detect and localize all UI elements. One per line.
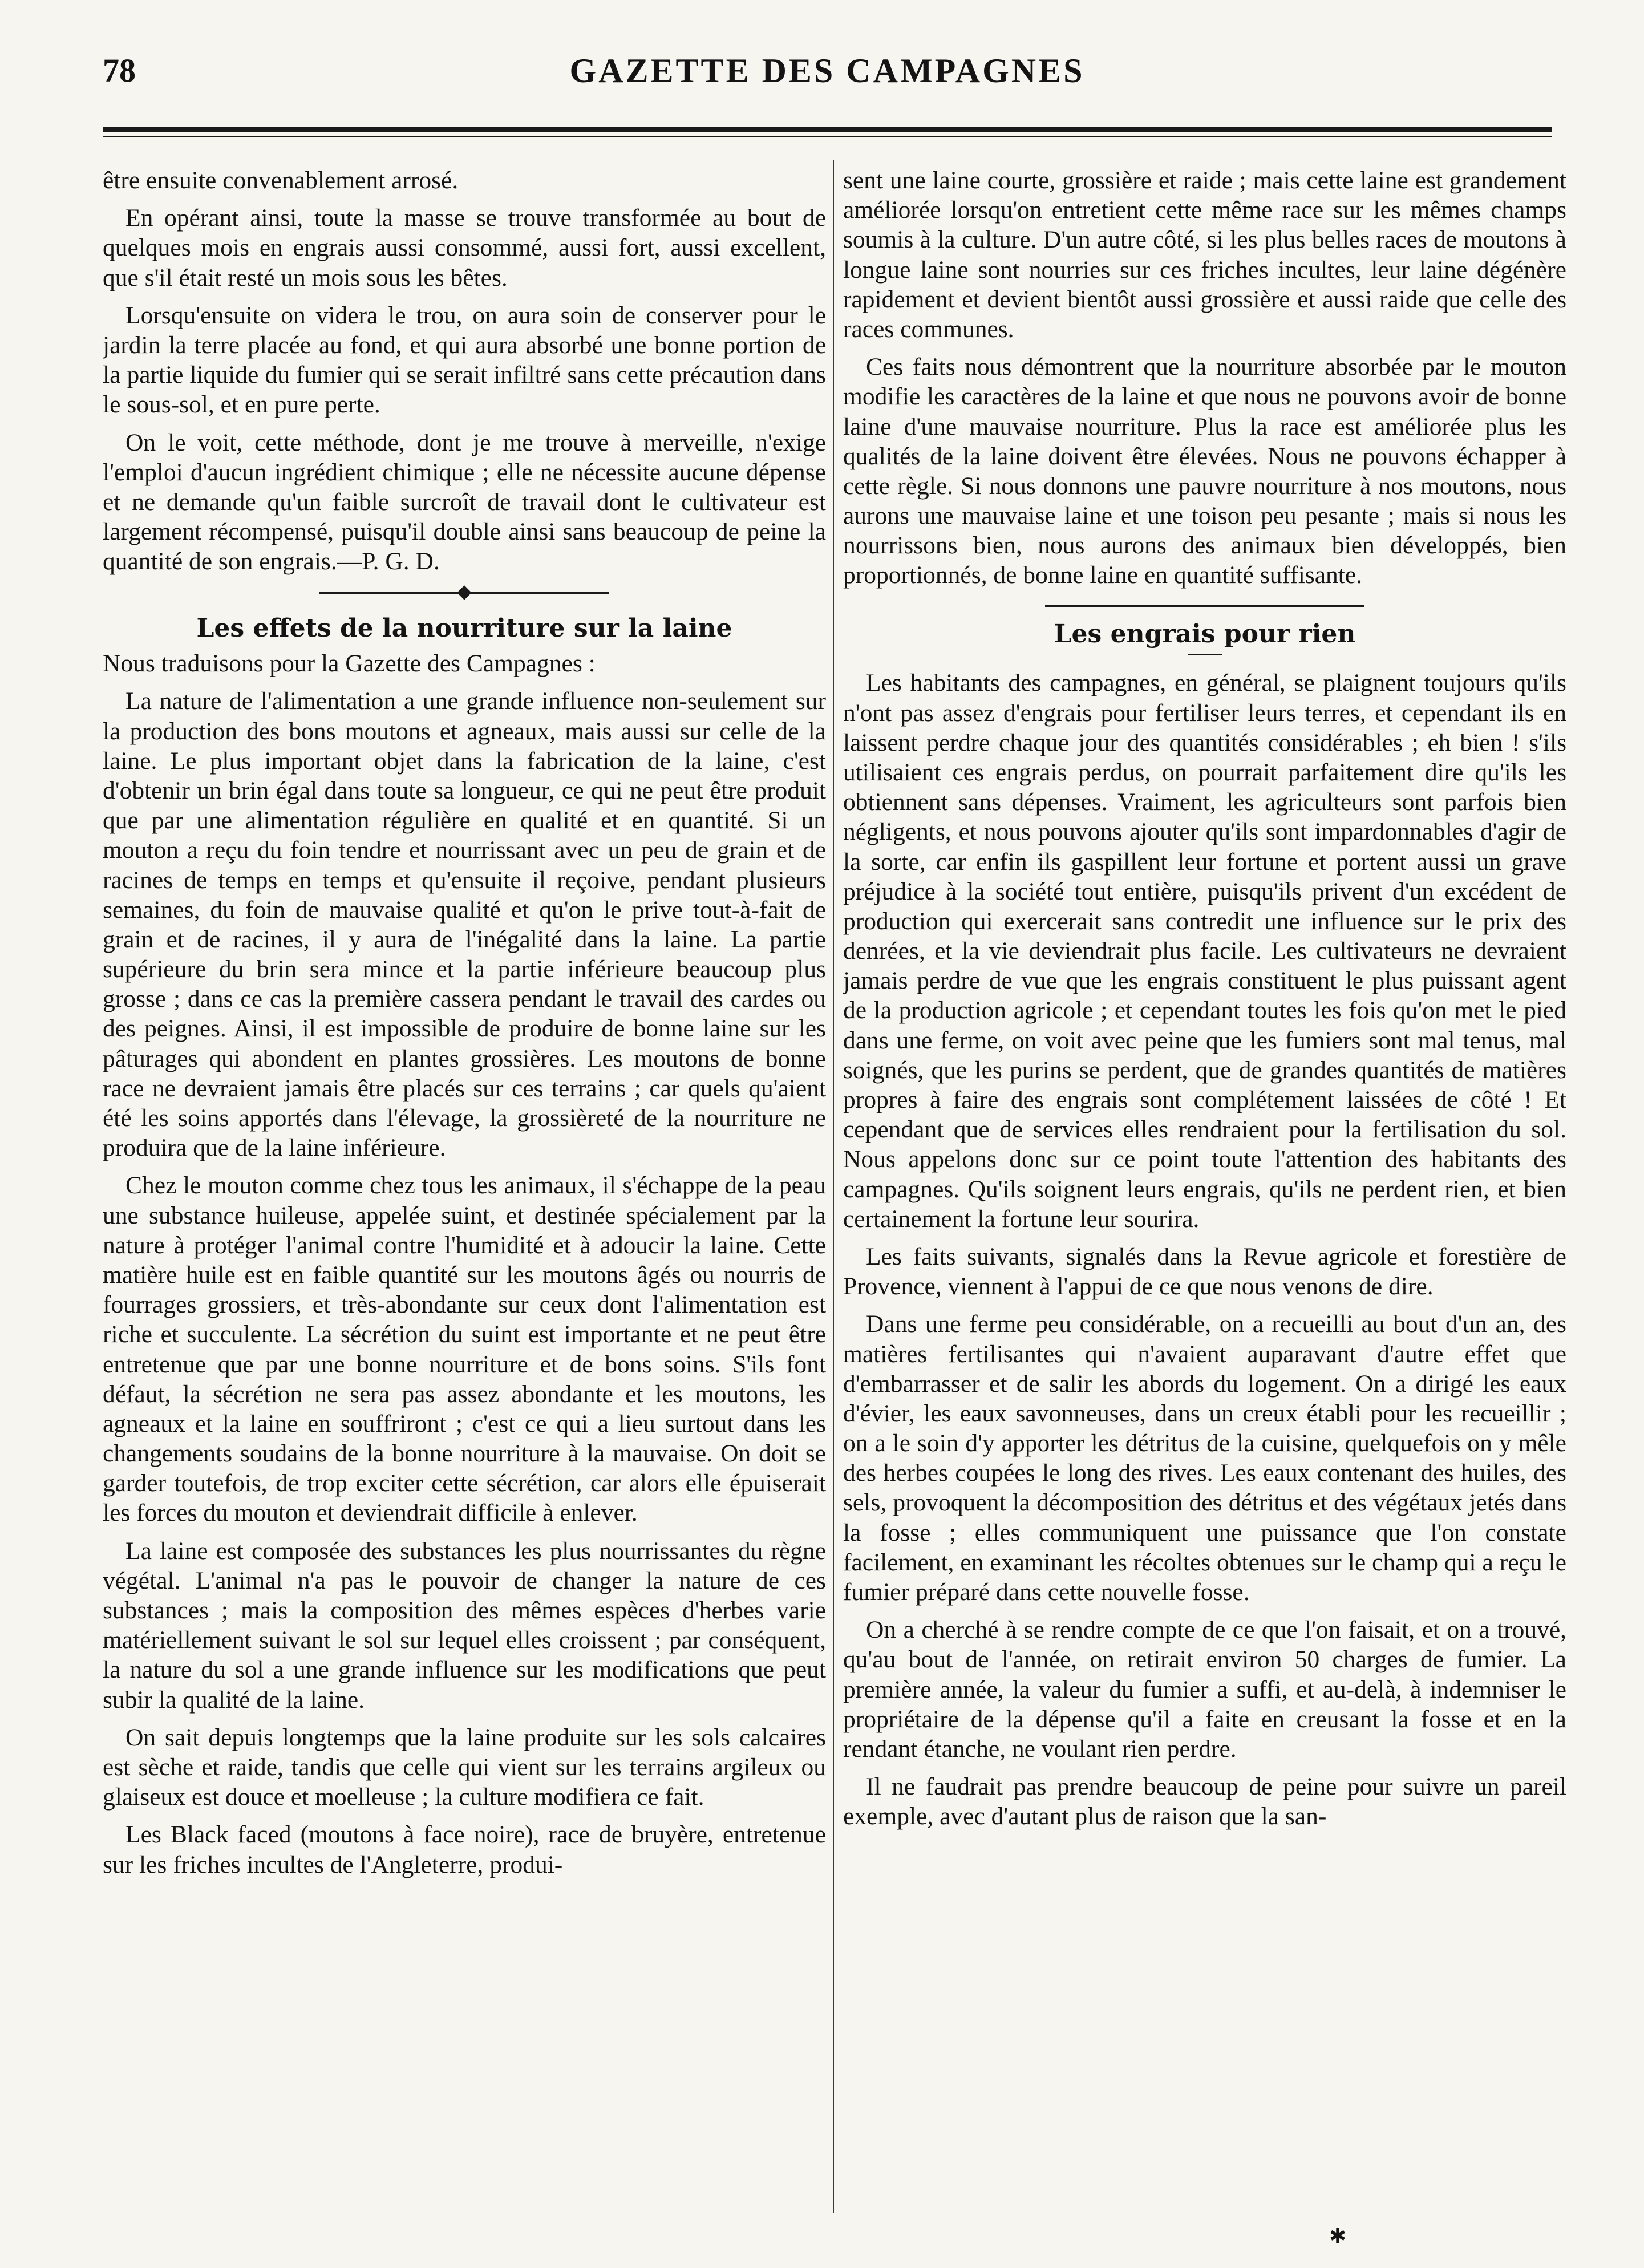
title-dash	[1188, 654, 1222, 655]
column-divider	[833, 160, 834, 2213]
left-column	[103, 165, 826, 2208]
paragraph: Lorsqu'ensuite on videra le trou, on aura soin de conserver pour le jardin la terre placée au fond, et qui aura absorbé une bonne portion de la partie liquide du fumier qui se serait infiltré sans cette précaution dans le sous-sol, et en pure perte.	[103, 301, 826, 419]
paragraph: Les Black faced (moutons à face noire), race de bruyère, entretenue sur les friches incultes de l'Angleterre, produi-	[103, 1821, 826, 1878]
paragraph: sent une laine courte, grossière et raide ; mais cette laine est grandement améliorée lorsqu'on entretient cette même race sur les mêmes champs soumis à la culture. D'un autre côté, si les plus belles races de moutons à longue laine sont nourries sur ces friches incultes, leur laine dégénère rapidement et devient bientôt aussi grossière et aussi raide que celle des races communes.	[843, 167, 1566, 343]
paragraph: La nature de l'alimentation a une grande influence non-seulement sur la production des bons moutons et agneaux, mais aussi sur celle de la laine. Le plus important objet dans la fabrication de la laine, c'est d'obtenir un brin égal dans toute sa longueur, ce qui ne peut être produit que par une alimentation régulière en qualité et en quantité. Si un mouton a reçu du foin tendre et nourrissant avec un peu de grain et de racines de temps en temps et qu'ensuite il reçoive, pendant plusieurs semaines, du foin de mauvaise qualité et qu'on le prive tout-à-fait de grain et de racines, il y aura de l'inégalité dans la laine. La partie supérieure du brin sera mince et la partie inférieure beaucoup plus grosse ; dans ce cas la première cassera pendant le travail des cardes ou des peignes. Ainsi, il est impossible de produire de bonne laine sur les pâturages qui abondent en plantes grossières. Les moutons de bonne race ne devraient jamais être placés sur ces terrains ; car quels qu'aient été les soins apportés dans l'élevage, la grossièreté de la nourriture ne produira que de la laine inférieure.	[103, 687, 826, 1162]
header-rule-thick	[103, 127, 1552, 132]
paragraph: Dans une ferme peu considérable, on a recueilli au bout d'un an, des matières fertilisantes qui n'avaient auparavant d'autre effet que d'embarrasser et de salir les abords du logement. On a dirigé les eaux d'évier, les eaux savonneuses, dans un creux établi pour les recueillir ; on a le soin d'y apporter les détritus de la cuisine, quelquefois on y mêle des herbes coupées le long des rives. Les eaux contenant des huiles, des sels, provoquent la décomposition des détritus et des végétaux jetés dans la fosse ; elles communiquent une puissance que l'on constate facilement, en examinant les récoltes obtenues sur le champ qui a reçu le fumier préparé dans cette nouvelle fosse.	[843, 1310, 1566, 1606]
paragraph: Ces faits nous démontrent que la nourriture absorbée par le mouton modifie les caractères de la laine et que nous ne pouvons avoir de bonne laine d'une mauvaise nourriture. Plus la race est améliorée plus les qualités de la laine doivent être élevées. Nous ne pouvons échapper à cette règle. Si nous donnons une pauvre nourriture à nos moutons, nous aurons une mauvaise laine et une toison peu pesante ; mais si nous les nourrissons bien, nous aurons des animaux bien développés, bien proportionnés, de bonne laine en quantité suffisante.	[843, 353, 1566, 589]
page-number: 78	[103, 52, 136, 89]
header-rule-thin	[103, 136, 1552, 137]
article-title: Les effets de la nourriture sur la laine	[196, 614, 732, 643]
paragraph: Il ne faudrait pas prendre beaucoup de peine pour suivre un pareil exemple, avec d'autant plus de raison que la san-	[843, 1773, 1566, 1830]
printer-mark-icon: ✱	[1329, 2225, 1347, 2248]
right-column	[843, 165, 1566, 2208]
journal-title: GAZETTE DES CAMPAGNES	[569, 52, 1085, 90]
article-intro: Nous traduisons pour la Gazette des Campagnes :	[103, 650, 596, 678]
paragraph: La laine est composée des substances les plus nourrissantes du règne végétal. L'animal n'a pas le pouvoir de changer la nature de ces substances ; mais la composition des mêmes espèces d'herbes varie matériellement suivant le sol sur lequel elles croissent ; par conséquent, la nature du sol a une grande influence sur les modifications que peut subir la qualité de la laine.	[103, 1537, 826, 1714]
paragraph: On a cherché à se rendre compte de ce que l'on faisait, et on a trouvé, qu'au bout de l'année, on retirait environ 50 charges de fumier. La première année, la valeur du fumier a suffi, et au-delà, à indemniser le propriétaire de la dépense qu'il a faite en creusant la fosse et en la rendant étanche, ne voulant rien perdre.	[843, 1616, 1566, 1763]
paragraph: être ensuite convenablement arrosé.	[103, 167, 459, 194]
paragraph: En opérant ainsi, toute la masse se trouve transformée au bout de quelques mois en engrais aussi consommé, aussi fort, aussi excellent, que s'il était resté un mois sous les bêtes.	[103, 204, 826, 291]
paragraph: On le voit, cette méthode, dont je me trouve à merveille, n'exige l'emploi d'aucun ingrédient chimique ; elle ne nécessite aucune dépense et ne demande qu'un faible surcroît de travail dont le cultivateur est largement récompensé, puisqu'il double ainsi sans beaucoup de peine la quantité de son engrais.—P. G. D.	[103, 428, 826, 576]
paragraph: Les habitants des campagnes, en général, se plaignent toujours qu'ils n'ont pas assez d'engrais pour fertiliser leurs terres, et cependant ils en laissent perdre chaque jour des quantités considérables ; eh bien ! s'ils utilisaient ces engrais perdus, on pourrait parfaitement dire qu'ils les obtiennent sans dépenses. Vraiment, les agriculteurs sont parfois bien négligents, et nous pouvons ajouter qu'ils sont impardonnables d'agir de la sorte, car enfin ils gaspillent leur fortune et portent aussi un grave préjudice à la société tout entière, puisqu'ils privent d'un excédent de production qui exercerait sans contredit une influence sur le prix des denrées, et la vie deviendrait plus facile. Les cultivateurs ne devraient jamais perdre de vue que les engrais constituent le plus puissant agent de la production agricole ; et cependant toutes les fois qu'on met le pied dans une ferme, on voit avec peine que les fumiers sont mal tenus, mal soignés, que les purins se perdent, que de grandes quantités de matières propres à faire des engrais sont complétement laissées de côté ! Et cependant que de services elles rendraient pour la fertilisation du sol. Nous appelons donc sur ce point toute l'attention des habitants des campagnes. Qu'ils soignent leurs engrais, qu'ils ne perdent rien, et bien certainement la fortune leur sourira.	[843, 669, 1566, 1233]
paragraph: Les faits suivants, signalés dans la Revue agricole et forestière de Provence, viennent à l'appui de ce que nous venons de dire.	[843, 1242, 1566, 1301]
article-title: Les engrais pour rien	[1054, 619, 1356, 649]
title-rule	[1045, 605, 1364, 607]
section-ornament	[103, 584, 826, 601]
page-header	[103, 51, 1552, 114]
paragraph: Chez le mouton comme chez tous les animaux, il s'échappe de la peau une substance huileuse, appelée suint, et destinée spécialement par la nature à protéger l'animal contre l'humidité et à adoucir la laine. Cette matière huile est en faible quantité sur les moutons âgés ou nourris de fourrages grossiers, et très-abondante sur ceux dont l'alimentation est riche et succulente. La sécrétion du suint est importante et ne peut être entretenue que par une bonne nourriture et de bons soins. S'ils font défaut, la sécrétion ne sera pas assez abondante et les moutons, les agneaux et la laine en souffriront ; c'est ce qui a lieu surtout dans les changements soudains de la bonne nourriture à la mauvaise. On doit se garder toutefois, de trop exciter cette sécrétion, car alors elle épuiserait les forces du mouton et deviendrait difficile à enlever.	[103, 1172, 826, 1527]
paragraph: On sait depuis longtemps que la laine produite sur les sols calcaires est sèche et raide, tandis que celle qui vient sur les terrains argileux ou glaiseux est douce et moelleuse ; la culture modifiera ce fait.	[103, 1723, 826, 1811]
